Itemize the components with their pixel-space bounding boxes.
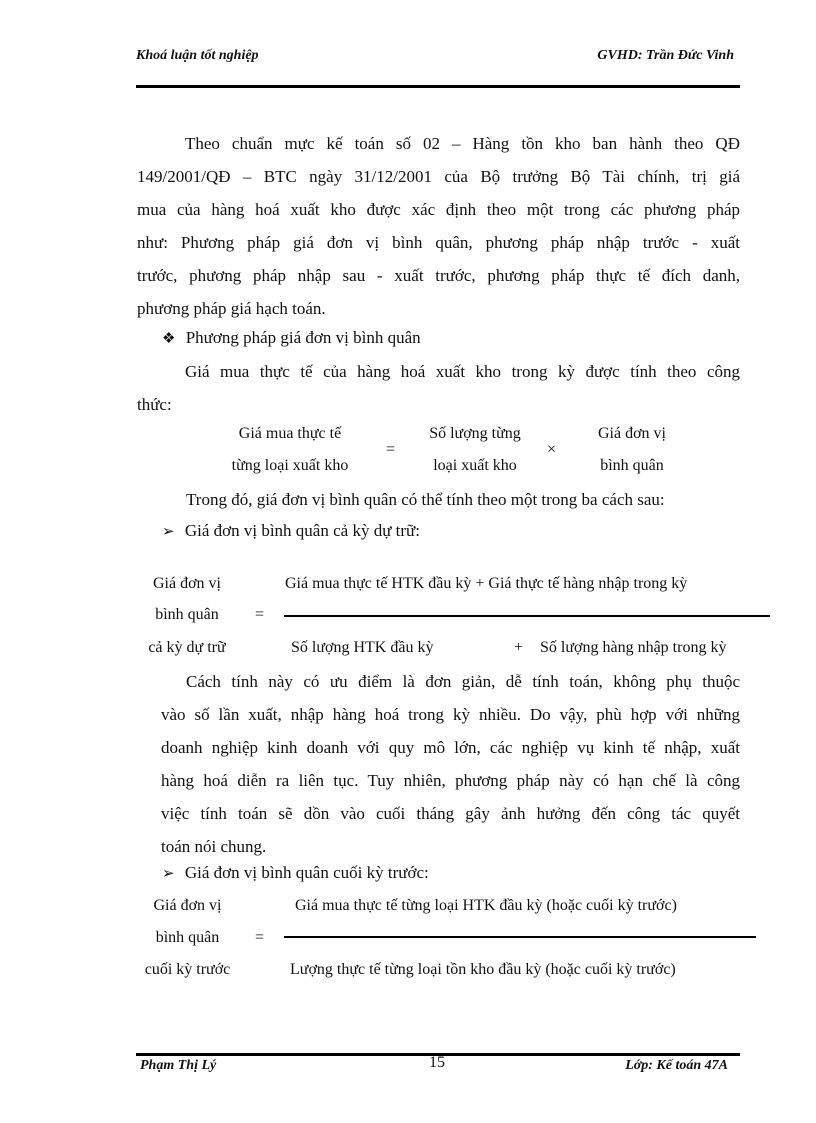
formula1-times: ×	[547, 441, 557, 458]
formula2-numerator: Giá mua thực tế HTK đầu kỳ + Giá thực tế hàng nhập trong kỳ	[285, 575, 688, 592]
paragraph-line: vào số lần xuất, nhập hàng hoá trong kỳ nhiều. Do vậy, phù hợp với những	[161, 705, 740, 724]
subheading-text: Giá đơn vị bình quân cuối kỳ trước:	[184, 863, 429, 882]
formula2-denominator-plus: +	[514, 639, 524, 656]
subheading-text: Giá đơn vị bình quân cả kỳ dự trữ:	[184, 521, 420, 540]
arrow-bullet-icon: ➢	[162, 866, 175, 882]
paragraph-line: như: Phương pháp giá đơn vị bình quân, phương pháp nhập trước - xuất	[137, 233, 740, 252]
formula2-label-line1: Giá đơn vị	[152, 575, 221, 592]
subheading-full-period	[162, 521, 420, 541]
formula1-term-b-line1: Số lượng từng	[429, 425, 521, 442]
formula1-term-b-line2: loại xuất kho	[433, 457, 517, 474]
paragraph-line: Theo chuẩn mực kế toán số 02 – Hàng tồn kho ban hành theo QĐ	[185, 134, 740, 153]
header-right: GVHD: Trần Đức Vinh	[597, 48, 734, 63]
formula2-denominator-a: Số lượng HTK đầu kỳ	[291, 639, 434, 656]
paragraph-line: doanh nghiệp kinh doanh với quy mô lớn, các nghiệp vụ kinh tế nhập, xuất	[161, 738, 740, 757]
formula3-fraction-bar	[284, 936, 756, 938]
formula1-term-a-line2: từng loại xuất kho	[231, 457, 349, 474]
paragraph-line: 149/2001/QĐ – BTC ngày 31/12/2001 của Bộ trưởng Bộ Tài chính, trị giá	[137, 167, 740, 186]
formula1-equals: =	[386, 441, 396, 458]
formula1-term-c-line2: bình quân	[600, 457, 664, 474]
paragraph-advantages	[161, 665, 740, 863]
footer-author: Phạm Thị Lý	[140, 1058, 217, 1073]
formula2-equals: =	[255, 606, 265, 623]
subheading-previous-period	[162, 863, 429, 883]
formula3-label-line1: Giá đơn vị	[153, 897, 222, 914]
paragraph-line: Cách tính này có ưu điểm là đơn giản, dễ tính toán, không phụ thuộc	[186, 672, 740, 691]
method-heading	[162, 328, 421, 348]
formula1-term-a-line1: Giá mua thực tế	[238, 425, 342, 442]
paragraph-three-ways: Trong đó, giá đơn vị bình quân có thể tính theo một trong ba cách sau:	[186, 490, 665, 509]
paragraph-line: mua của hàng hoá xuất kho được xác định theo một trong các phương pháp	[137, 200, 740, 219]
formula2-label-line3: cả kỳ dự trữ	[148, 639, 226, 656]
paragraph-line: toán nói chung.	[161, 837, 267, 856]
formula3-denominator: Lượng thực tế từng loại tồn kho đầu kỳ (hoặc cuối kỳ trước)	[290, 961, 676, 978]
formula2-label-line2: bình quân	[155, 606, 219, 623]
paragraph-formula-intro	[137, 355, 740, 421]
paragraph-line: thức:	[137, 395, 172, 414]
paragraph-line: phương pháp giá hạch toán.	[137, 299, 326, 318]
paragraph-line: việc tính toán sẽ dồn vào cuối tháng gây ảnh hưởng đến công tác quyết	[161, 804, 740, 823]
footer-class: Lớp: Kế toán 47A	[625, 1058, 728, 1073]
formula3-equals: =	[255, 929, 265, 946]
formula1-term-c-line1: Giá đơn vị	[597, 425, 666, 442]
diamond-bullet-icon: ❖	[162, 331, 176, 347]
header-left: Khoá luận tốt nghiệp	[136, 48, 259, 63]
formula3-label-line3: cuối kỳ trước	[144, 961, 231, 978]
page-number: 15	[429, 1054, 445, 1071]
paragraph-line: hàng hoá diễn ra liên tục. Tuy nhiên, phương pháp này có hạn chế là công	[161, 771, 740, 790]
method-heading-text: Phương pháp giá đơn vị bình quân	[185, 328, 421, 347]
header-rule	[136, 85, 740, 88]
formula2-denominator-b: Số lượng hàng nhập trong kỳ	[540, 639, 727, 656]
formula3-numerator: Giá mua thực tế từng loại HTK đầu kỳ (hoặc cuối kỳ trước)	[295, 897, 677, 914]
paragraph-intro	[137, 127, 740, 325]
paragraph-line: Giá mua thực tế của hàng hoá xuất kho trong kỳ được tính theo công	[185, 362, 740, 381]
formula3-label-line2: bình quân	[155, 929, 220, 946]
paragraph-line: trước, phương pháp nhập sau - xuất trước, phương pháp thực tế đích danh,	[137, 266, 740, 285]
formula2-fraction-bar	[284, 615, 770, 617]
arrow-bullet-icon: ➢	[162, 524, 175, 540]
